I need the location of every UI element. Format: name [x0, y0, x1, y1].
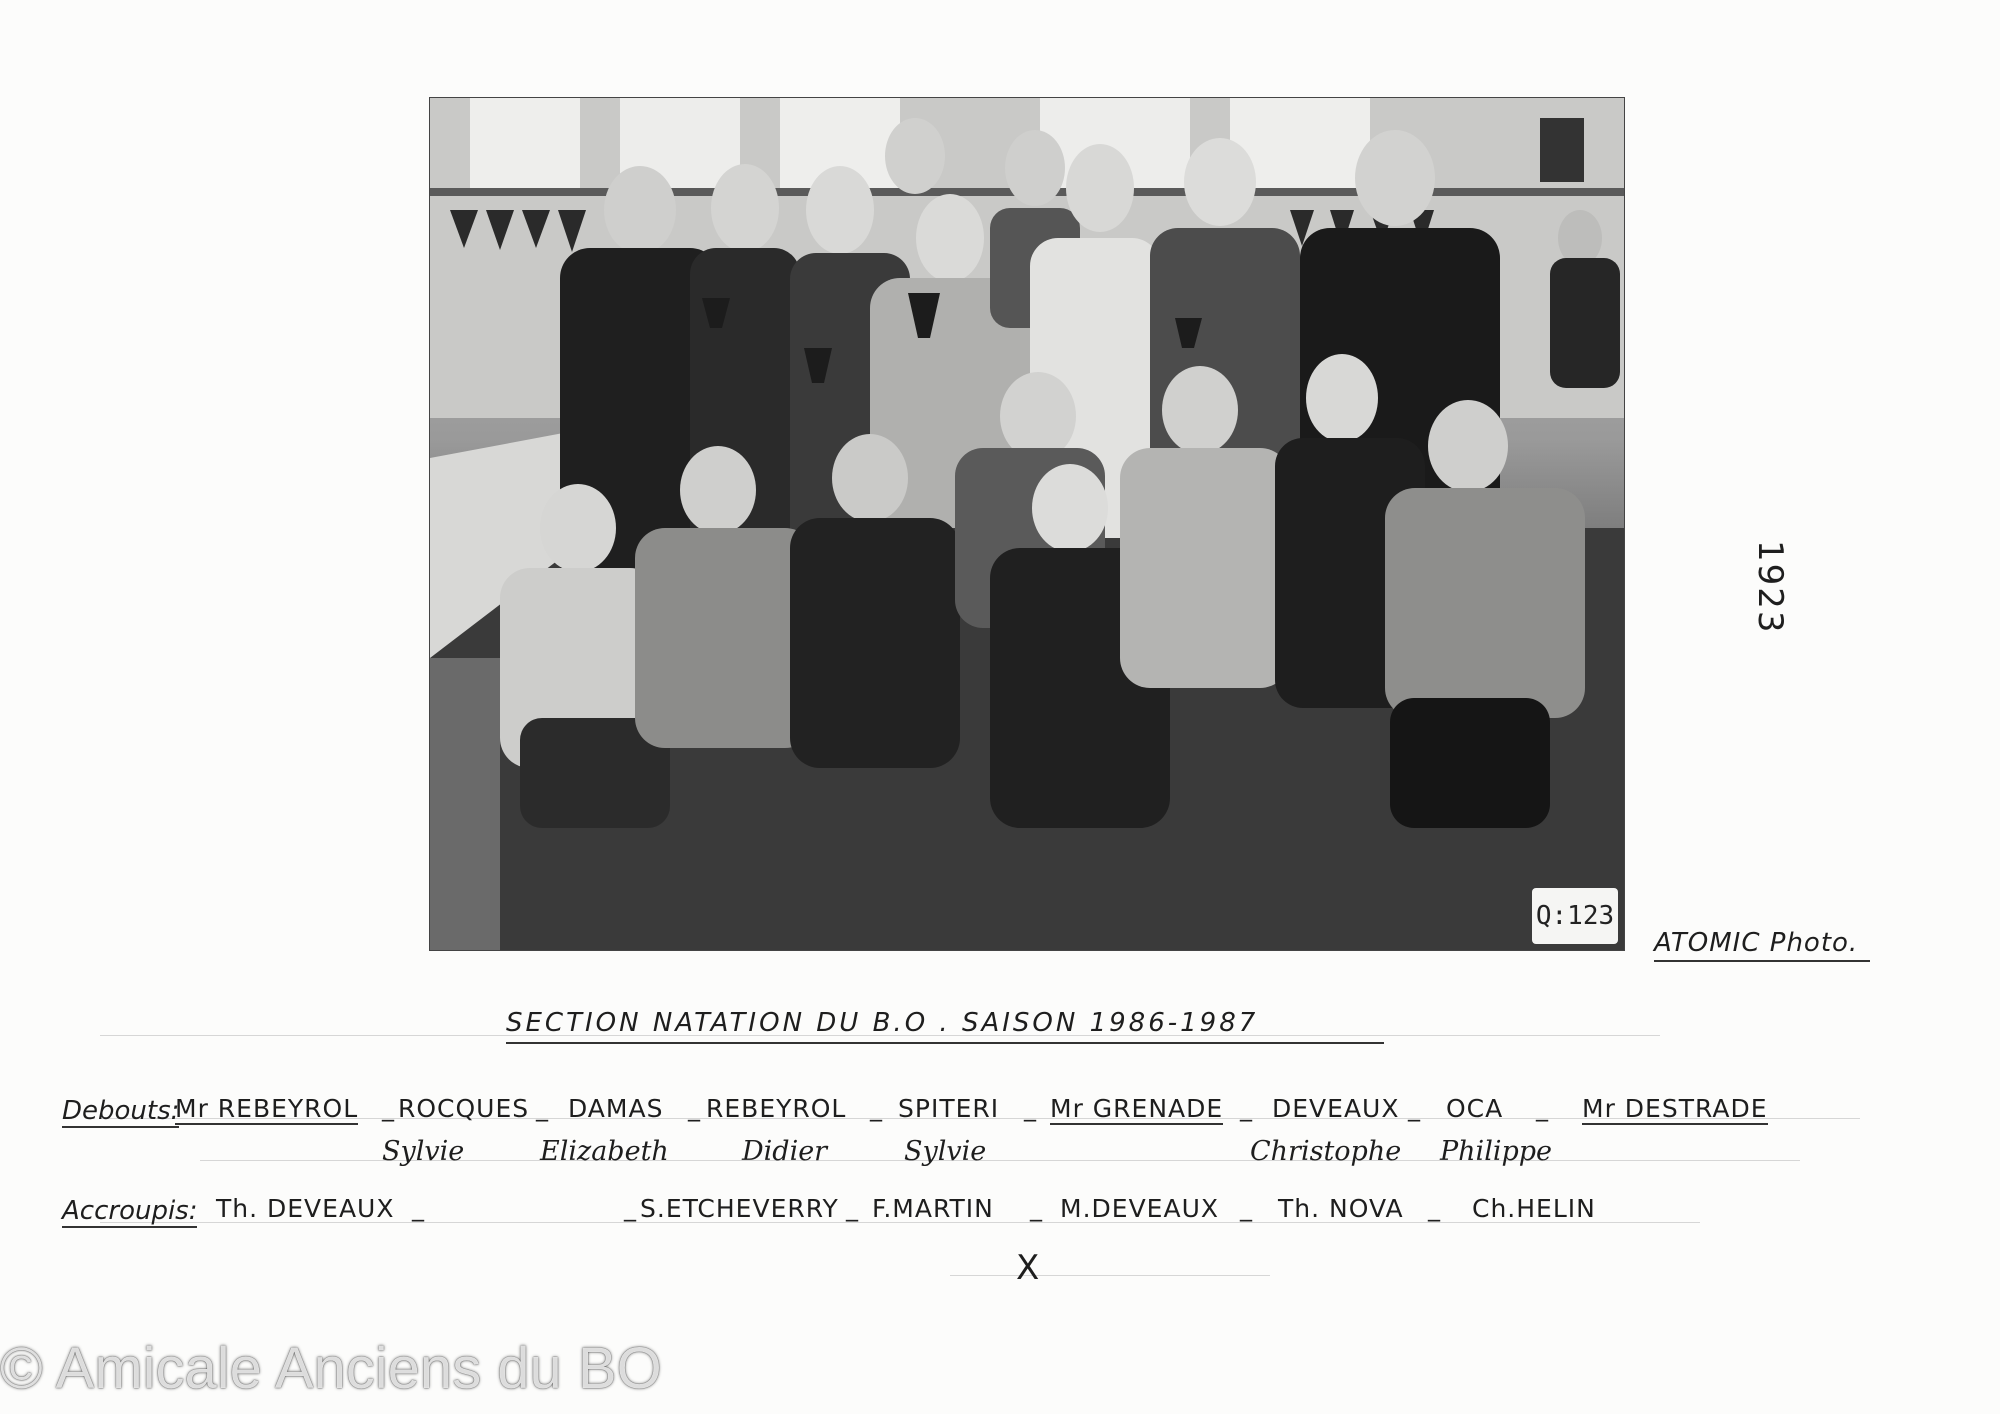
crouching-name: Th. NOVA — [1278, 1194, 1404, 1223]
standing-name: REBEYROL — [706, 1094, 847, 1123]
first-name: Philippe — [1440, 1136, 1553, 1167]
photo-archive-code: Q:123 — [1532, 888, 1618, 944]
separator: _ — [382, 1094, 394, 1122]
photo-scene — [430, 98, 1624, 950]
separator: _ — [1428, 1194, 1440, 1222]
caption-title: SECTION NATATION DU B.O . SAISON 1986-1987 — [506, 1008, 1384, 1044]
separator: _ — [1536, 1094, 1548, 1122]
first-name: Sylvie — [382, 1136, 465, 1167]
crouching-label: Accroupis: — [62, 1196, 198, 1226]
separator: _ — [1408, 1094, 1420, 1122]
separator: _ — [870, 1094, 882, 1122]
separator: _ — [1240, 1094, 1252, 1122]
separator: _ — [412, 1194, 424, 1222]
crouching-name: Ch.HELIN — [1472, 1194, 1596, 1223]
first-name: Sylvie — [904, 1136, 987, 1167]
ruled-line — [950, 1275, 1270, 1276]
separator: _ — [846, 1194, 858, 1222]
copyright-watermark: © Amicale Anciens du BO — [0, 1336, 662, 1401]
separator: _ — [1030, 1194, 1042, 1222]
cross-mark: X — [1016, 1248, 1040, 1288]
standing-name: ROCQUES — [398, 1094, 530, 1123]
standing-name: Mr REBEYROL — [175, 1094, 359, 1123]
first-name: Christophe — [1250, 1136, 1402, 1167]
archive-number: 1923 — [1750, 540, 1790, 635]
photo-credit: ATOMIC Photo. — [1654, 928, 1870, 962]
crouching-name: S.ETCHEVERRY — [640, 1194, 839, 1223]
standing-name: DAMAS — [568, 1094, 664, 1123]
separator: _ — [536, 1094, 548, 1122]
separator: _ — [1024, 1094, 1036, 1122]
standing-label: Debouts: — [62, 1096, 180, 1126]
standing-name: DEVEAUX — [1272, 1094, 1400, 1123]
standing-name: Mr GRENADE — [1050, 1094, 1224, 1123]
standing-name: OCA — [1446, 1094, 1504, 1123]
separator: _ — [1240, 1194, 1252, 1222]
crouching-name: F.MARTIN — [872, 1194, 994, 1223]
separator: _ — [624, 1194, 636, 1222]
crouching-name: Th. DEVEAUX — [216, 1194, 395, 1223]
first-name: Elizabeth — [540, 1136, 669, 1167]
first-name: Didier — [742, 1136, 828, 1167]
standing-name: SPITERI — [898, 1094, 1000, 1123]
group-photo — [430, 98, 1624, 950]
crouching-name: M.DEVEAUX — [1060, 1194, 1219, 1223]
separator: _ — [688, 1094, 700, 1122]
standing-name: Mr DESTRADE — [1582, 1094, 1768, 1123]
